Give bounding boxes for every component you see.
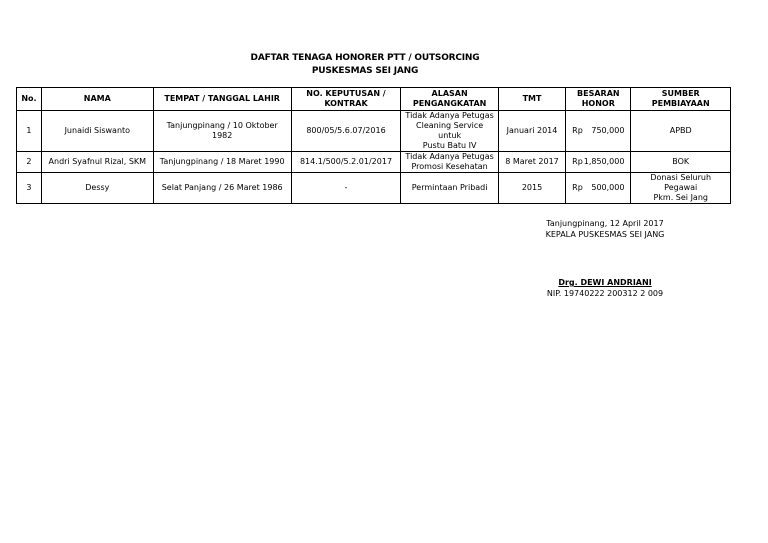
- header-nama: NAMA: [41, 88, 153, 111]
- cell-nama: Junaidi Siswanto: [41, 111, 153, 152]
- cell-keputusan: -: [291, 173, 401, 204]
- document-title: [0, 52, 730, 78]
- signature-position: KEPALA PUSKESMAS SEI JANG: [545, 230, 665, 239]
- cell-sumber-line: Pkm. Sei Jang: [653, 193, 708, 202]
- cell-sumber: [631, 173, 731, 204]
- header-alasan-line-2: PENGANGKATAN: [412, 99, 487, 108]
- cell-alasan-line: Tidak Adanya Petugas: [405, 111, 494, 120]
- table-row: [17, 173, 731, 204]
- signature-block: [520, 218, 690, 299]
- title-line-2: PUSKESMAS SEI JANG: [311, 66, 419, 76]
- cell-alasan-line: Cleaning Service untuk: [416, 121, 484, 140]
- signature-space: [520, 240, 690, 277]
- cell-alasan: [401, 173, 498, 204]
- header-sumber: SUMBER PEMBIAYAAN: [631, 88, 731, 111]
- table-header-row: [17, 88, 731, 111]
- cell-no: 1: [17, 111, 42, 152]
- cell-alasan: [401, 152, 498, 173]
- header-tmt: TMT: [498, 88, 565, 111]
- currency-label: Rp: [572, 157, 583, 166]
- cell-no: 2: [17, 152, 42, 173]
- cell-nama: Dessy: [41, 173, 153, 204]
- currency-label: Rp: [572, 126, 583, 135]
- cell-tmt: Januari 2014: [498, 111, 565, 152]
- header-alasan: [401, 88, 498, 111]
- title-line-1: DAFTAR TENAGA HONORER PTT / OUTSORCING: [250, 53, 480, 63]
- cell-sumber: [631, 152, 731, 173]
- cell-alasan-line: Permintaan Pribadi: [411, 183, 488, 192]
- cell-honor: [566, 173, 631, 204]
- cell-keputusan: 814.1/500/5.2.01/2017: [291, 152, 401, 173]
- cell-sumber-line: APBD: [669, 126, 692, 135]
- header-keputusan-line-1: NO. KEPUTUSAN /: [306, 89, 386, 98]
- signatory-name: Drg. DEWI ANDRIANI: [558, 278, 652, 287]
- cell-alasan-line: Tidak Adanya Petugas: [405, 152, 494, 161]
- header-keputusan-line-2: KONTRAK: [324, 99, 368, 108]
- header-alasan-line-1: ALASAN: [431, 89, 468, 98]
- cell-ttl: Tanjungpinang / 10 Oktober 1982: [153, 111, 291, 152]
- header-honor-line-1: BESARAN: [577, 89, 620, 98]
- signatory-nip: NIP. 19740222 200312 2 009: [546, 289, 664, 298]
- cell-alasan: [401, 111, 498, 152]
- signature-place-date: Tanjungpinang, 12 April 2017: [546, 219, 664, 228]
- cell-keputusan: 800/05/5.6.07/2016: [291, 111, 401, 152]
- cell-nama: Andri Syafnul Rizal, SKM: [41, 152, 153, 173]
- honor-amount: 500,000: [591, 183, 625, 192]
- cell-ttl: Tanjungpinang / 18 Maret 1990: [153, 152, 291, 173]
- header-honor: [566, 88, 631, 111]
- header-keputusan: [291, 88, 401, 111]
- table-row: [17, 152, 731, 173]
- cell-ttl: Selat Panjang / 26 Maret 1986: [153, 173, 291, 204]
- cell-honor: [566, 152, 631, 173]
- cell-no: 3: [17, 173, 42, 204]
- table-row: [17, 111, 731, 152]
- header-honor-line-2: HONOR: [581, 99, 615, 108]
- header-no: No.: [17, 88, 42, 111]
- cell-alasan-line: Pustu Batu IV: [422, 141, 477, 150]
- header-ttl: TEMPAT / TANGGAL LAHIR: [153, 88, 291, 111]
- honor-amount: 1,850,000: [583, 157, 625, 166]
- cell-tmt: 2015: [498, 173, 565, 204]
- cell-sumber-line: BOK: [672, 157, 690, 166]
- cell-honor: [566, 111, 631, 152]
- honor-amount: 750,000: [591, 126, 625, 135]
- cell-sumber: [631, 111, 731, 152]
- currency-label: Rp: [572, 183, 583, 192]
- cell-tmt: 8 Maret 2017: [498, 152, 565, 173]
- staff-table: [16, 87, 731, 204]
- cell-sumber-line: Donasi Seluruh Pegawai: [650, 173, 712, 192]
- cell-alasan-line: Promosi Kesehatan: [411, 162, 488, 171]
